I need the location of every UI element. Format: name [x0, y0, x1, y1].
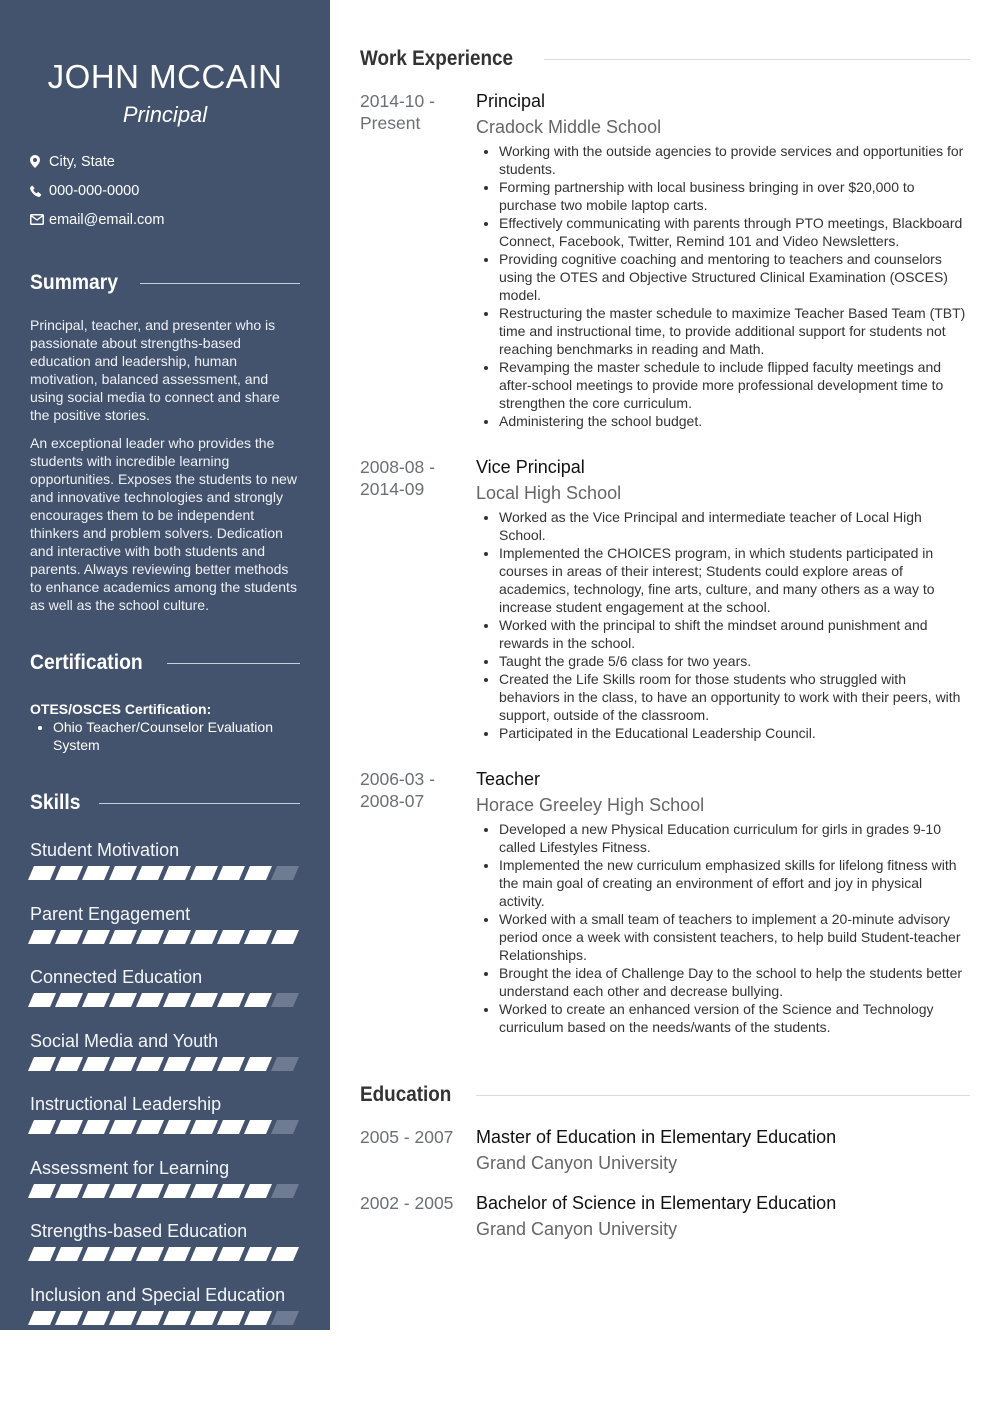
skill-segment-filled [163, 866, 191, 880]
skill-segment-filled [109, 1057, 137, 1071]
summary-paragraph: Principal, teacher, and presenter who is passionate about strengths-based education and leadership, human motivation, balanced assessment, and using social media to connect and share the positive stories. [30, 317, 280, 423]
summary-paragraph: An exceptional leader who provides the students with incredible learning opportunities. Exposes the students to new and innovative technologies and strongly encourages them to be independent thinkers and problem solvers. Dedication and interactive with both students and parents. Always reviewing better methods to enhance academics among the students as well as the school culture. [30, 435, 297, 613]
skill-segment-filled [217, 993, 245, 1007]
skill-segment-filled [82, 1184, 110, 1198]
skill-segment-empty [271, 1057, 299, 1071]
education-degree: Master of Education in Elementary Education [476, 1127, 837, 1147]
job-bullets [476, 820, 970, 1036]
skill-segment-empty [271, 1311, 299, 1325]
skill-segment-filled [55, 866, 83, 880]
job-date-start: 2014-10 - [360, 91, 435, 111]
job-bullet: • Working with the outside agencies to provide services and opportunities for students. [499, 142, 970, 178]
skill-segment-filled [271, 1247, 299, 1261]
job-bullet: • Forming partnership with local business bringing in over $20,000 to purchase two mobile laptop carts. [499, 178, 970, 214]
heading-rule [544, 59, 970, 60]
skill-segment-filled [136, 1311, 164, 1325]
education-body [476, 1126, 836, 1174]
skill-segment-filled [109, 1311, 137, 1325]
skill-segment-filled [55, 930, 83, 944]
job-entry [360, 90, 970, 430]
certification-heading-text: Certification [30, 651, 143, 674]
skill-segment-filled [136, 930, 164, 944]
job-date-end: Present [360, 113, 421, 133]
skill-name: Assessment for Learning [30, 1157, 230, 1178]
summary-section [30, 316, 300, 614]
certification-section [30, 700, 300, 754]
job-bullet: • Worked to create an enhanced version of the Science and Technology curriculum based on the needs/wants of the students. [499, 1000, 970, 1036]
job-date-start: 2006-03 - [360, 769, 435, 789]
skill-segment-filled [109, 930, 137, 944]
contact-location [30, 147, 300, 176]
skill-segment-filled [28, 866, 56, 880]
skill-name: Instructional Leadership [30, 1094, 222, 1114]
job-date-start: 2008-08 - [360, 457, 435, 477]
heading-rule [476, 1095, 970, 1096]
skill-segment-filled [109, 1247, 137, 1261]
phone-text: 000-000-0000 [49, 182, 140, 199]
skill-segment-empty [271, 993, 299, 1007]
skill-segment-filled [136, 1184, 164, 1198]
skill-rating-bar [28, 1057, 302, 1071]
skill-segment-filled [244, 930, 272, 944]
job-bullet: • Worked as the Vice Principal and intermediate teacher of Local High School. [499, 508, 970, 544]
skill-segment-filled [163, 1311, 191, 1325]
skill-segment-filled [136, 1120, 164, 1134]
contact-list [30, 147, 300, 234]
skill-name: Student Motivation [30, 840, 180, 860]
location-text: City, State [49, 153, 115, 170]
job-organization: Cradock Middle School [476, 117, 662, 137]
skills-heading [30, 788, 300, 818]
email-text[interactable]: email@email.com [49, 211, 165, 228]
skill-rating-bar [28, 1184, 302, 1198]
skill-segment-empty [271, 1184, 299, 1198]
education-school: Grand Canyon University [476, 1153, 678, 1173]
job-bullet: • Effectively communicating with parents through PTO meetings, Blackboard Connect, Facebook, Twitter, Remind 101 and Video Newsletters. [499, 214, 970, 250]
job-date-end: 2014-09 [360, 479, 425, 499]
skill-segment-filled [217, 930, 245, 944]
skill-segment-filled [217, 1057, 245, 1071]
summary-heading [30, 268, 300, 298]
education-degree: Bachelor of Science in Elementary Education [476, 1193, 837, 1213]
skill-segment-filled [136, 993, 164, 1007]
job-bullet: • Revamping the master schedule to include flipped faculty meetings and after-school meetings to provide more professional development time to strengthen the core curriculum. [499, 358, 970, 412]
job-bullet: • Restructuring the master schedule to maximize Teacher Based Team (TBT) time and instructional time, to provide additional support for students not reaching benchmarks in reading and Math. [499, 304, 970, 358]
job-dates [360, 768, 476, 1036]
job-bullets [476, 508, 970, 742]
job-organization: Local High School [476, 483, 622, 503]
skill-segment-filled [28, 1184, 56, 1198]
skill-item [30, 902, 300, 966]
candidate-role: Principal [122, 102, 208, 127]
certification-list [30, 718, 300, 754]
skill-name: Parent Engagement [30, 903, 191, 924]
job-title: Principal [476, 91, 546, 111]
skill-segment-filled [136, 1057, 164, 1071]
skill-segment-filled [163, 1184, 191, 1198]
education-body [476, 1192, 836, 1240]
skill-segment-filled [55, 1057, 83, 1071]
skill-rating-bar [28, 1311, 302, 1325]
skill-segment-filled [244, 1184, 272, 1198]
skill-rating-bar [28, 930, 302, 944]
skill-item [30, 1156, 300, 1220]
skill-segment-filled [82, 930, 110, 944]
skill-segment-filled [217, 1120, 245, 1134]
job-entry [360, 768, 970, 1036]
skill-name: Strengths-based Education [30, 1221, 248, 1241]
job-bullet: • Implemented the new curriculum emphasized skills for lifelong fitness with the main goal of creating an environment of effort and joy in physical activity. [499, 856, 970, 910]
job-bullets [476, 142, 970, 430]
education-heading-text: Education [360, 1083, 452, 1106]
job-dates [360, 90, 476, 430]
skill-segment-filled [28, 1247, 56, 1261]
skill-item [30, 1029, 300, 1093]
summary-heading-text: Summary [30, 271, 119, 294]
skill-segment-filled [190, 993, 218, 1007]
education-dates: 2005 - 2007 [360, 1127, 454, 1147]
job-body [476, 768, 970, 1036]
skill-segment-filled [55, 993, 83, 1007]
skill-segment-filled [244, 1057, 272, 1071]
skills-heading-text: Skills [30, 791, 81, 814]
envelope-icon [30, 214, 49, 225]
skill-segment-filled [55, 1247, 83, 1261]
skill-segment-filled [28, 993, 56, 1007]
skill-segment-filled [190, 1311, 218, 1325]
job-bullet: • Worked with the principal to shift the mindset around punishment and rewards in the school. [499, 616, 970, 652]
job-bullet: • Administering the school budget. [499, 412, 970, 430]
skill-segment-filled [163, 1057, 191, 1071]
skill-item [30, 838, 300, 902]
skill-segment-filled [55, 1311, 83, 1325]
skill-segment-filled [217, 1311, 245, 1325]
skill-segment-filled [163, 1247, 191, 1261]
job-bullet: • Worked with a small team of teachers to implement a 20-minute advisory period once a week with consistent teachers, to help build Student-teacher Relationships. [499, 910, 970, 964]
skill-segment-filled [190, 1057, 218, 1071]
heading-rule [99, 803, 300, 804]
skill-segment-filled [82, 1247, 110, 1261]
skill-segment-filled [82, 993, 110, 1007]
job-title: Vice Principal [476, 457, 585, 477]
skill-segment-filled [190, 930, 218, 944]
skill-segment-filled [244, 1311, 272, 1325]
skill-segment-filled [82, 866, 110, 880]
skill-segment-filled [109, 1120, 137, 1134]
skill-segment-filled [28, 1120, 56, 1134]
skill-item [30, 965, 300, 1029]
education-heading [360, 1080, 970, 1110]
skill-segment-filled [55, 1120, 83, 1134]
job-bullet: • Providing cognitive coaching and mentoring to teachers and counselors using the OTES and Objective Structured Clinical Examination (OSCES) model. [499, 250, 970, 304]
job-organization: Horace Greeley High School [476, 795, 705, 815]
skill-rating-bar [28, 1247, 302, 1261]
map-pin-icon [30, 155, 49, 168]
education-entry [360, 1192, 970, 1240]
skill-segment-filled [244, 1247, 272, 1261]
skill-segment-filled [244, 1120, 272, 1134]
contact-email[interactable] [30, 205, 300, 234]
contact-phone [30, 176, 300, 205]
candidate-name: JOHN MCCAIN [47, 58, 283, 95]
skill-segment-filled [217, 1184, 245, 1198]
phone-icon [30, 185, 49, 197]
skill-name: Connected Education [30, 967, 203, 987]
skill-segment-filled [190, 866, 218, 880]
skill-rating-bar [28, 1120, 302, 1134]
skill-segment-filled [82, 1057, 110, 1071]
skill-segment-filled [82, 1120, 110, 1134]
skill-segment-filled [136, 866, 164, 880]
job-body [476, 90, 970, 430]
skill-item [30, 1219, 300, 1283]
skill-segment-filled [55, 1184, 83, 1198]
skill-item [30, 1092, 300, 1156]
skill-segment-filled [190, 1247, 218, 1261]
job-bullet: • Taught the grade 5/6 class for two years. [499, 652, 970, 670]
skill-segment-filled [190, 1120, 218, 1134]
main-content [360, 0, 970, 1240]
skills-section [30, 838, 300, 1346]
education-entry [360, 1126, 970, 1174]
skill-segment-empty [271, 1120, 299, 1134]
skill-segment-empty [271, 866, 299, 880]
certification-title: OTES/OSCES Certification: [30, 701, 212, 717]
skill-segment-filled [28, 1057, 56, 1071]
skill-rating-bar [28, 866, 302, 880]
job-bullet: • Participated in the Educational Leadership Council. [499, 724, 970, 742]
job-date-end: 2008-07 [360, 791, 425, 811]
job-title: Teacher [476, 769, 541, 789]
skill-segment-filled [109, 993, 137, 1007]
skill-segment-filled [271, 930, 299, 944]
heading-rule [140, 283, 300, 284]
work-heading-text: Work Experience [360, 47, 514, 70]
job-entry [360, 456, 970, 742]
skill-segment-filled [28, 1311, 56, 1325]
skill-name: Social Media and Youth [30, 1030, 219, 1051]
job-body [476, 456, 970, 742]
job-bullet: • Brought the idea of Challenge Day to the school to help the students better understand each other and decrease bullying. [499, 964, 970, 1000]
certification-item: • Ohio Teacher/Counselor Evaluation System [53, 718, 300, 754]
skill-segment-filled [82, 1311, 110, 1325]
skill-segment-filled [244, 993, 272, 1007]
job-bullet: • Developed a new Physical Education curriculum for girls in grades 9-10 called Lifestyles Fitness. [499, 820, 970, 856]
skill-segment-filled [109, 866, 137, 880]
skill-segment-filled [190, 1184, 218, 1198]
skill-segment-filled [109, 1184, 137, 1198]
skill-segment-filled [217, 866, 245, 880]
skill-segment-filled [163, 930, 191, 944]
skill-segment-filled [28, 930, 56, 944]
heading-rule [167, 663, 300, 664]
education-school: Grand Canyon University [476, 1219, 678, 1239]
skill-segment-filled [163, 993, 191, 1007]
skill-segment-filled [136, 1247, 164, 1261]
work-heading [360, 44, 970, 74]
skill-segment-filled [244, 866, 272, 880]
sidebar [0, 0, 330, 1330]
skill-rating-bar [28, 993, 302, 1007]
certification-heading [30, 648, 300, 678]
skill-name: Inclusion and Special Education [30, 1284, 286, 1305]
skill-segment-filled [163, 1120, 191, 1134]
job-dates [360, 456, 476, 742]
job-bullet: • Implemented the CHOICES program, in which students participated in courses in areas of their interest; Students could explore areas of academics, technology, fine arts, culture, and many others as a way to increase student engagement at the school. [499, 544, 970, 616]
skill-segment-filled [217, 1247, 245, 1261]
education-dates: 2002 - 2005 [360, 1193, 454, 1213]
skill-item [30, 1283, 300, 1347]
job-bullet: • Created the Life Skills room for those students who struggled with behaviors in the class, to have an opportunity to work with their peers, with support, outside of the classroom. [499, 670, 970, 724]
